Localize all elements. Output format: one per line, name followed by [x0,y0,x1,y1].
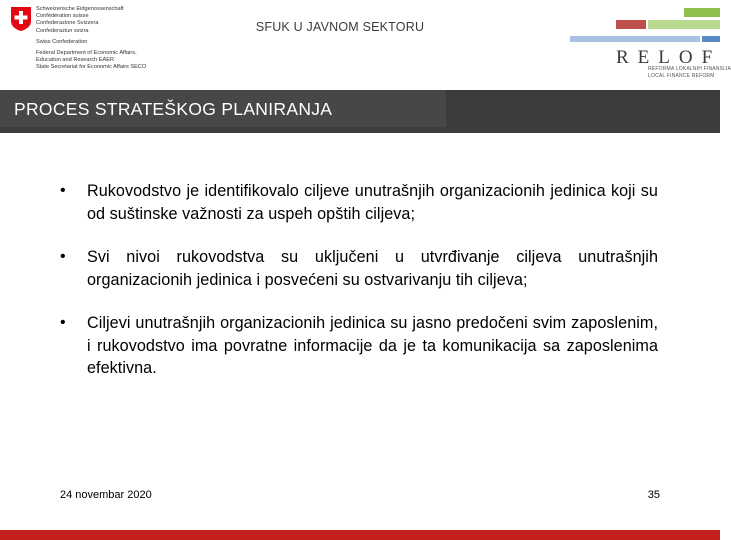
relof-logo [560,6,731,82]
bullet-item [60,312,658,380]
swiss-logo-line: Schweizerische Eidgenossenschaft [36,6,124,12]
swiss-logo-text [36,6,156,72]
bullet-item [60,246,658,291]
footer-date: 24 novembar 2020 [60,489,152,501]
swiss-logo-line: Confederazione Svizzera [36,20,99,27]
relof-subtitle-line: REFORMA LOKALNIH FINANSIJA [648,66,731,72]
bullet-marker: • [60,248,66,265]
relof-subtitle [648,66,731,79]
relof-bar-green [684,8,720,17]
swiss-confederation-logo [10,6,150,86]
relof-bar-red [616,20,646,29]
bullet-text: Rukovodstvo je identifikovalo ciljeve unutrašnjih organizacionih jedinica koji su od suštinske važnosti za uspeh opštih ciljeva; [87,182,658,223]
slide-page-number: 35 [647,489,660,501]
bullet-text: Svi nivoi rukovodstva su uključeni u utvrđivanje ciljeva unutrašnjih organizacionih jedinica i posvećeni su ostvarivanju tih ciljeva; [87,248,658,289]
swiss-flag-icon [10,6,32,32]
bullet-text: Ciljevi unutrašnjih organizacionih jedinica su jasno predočeni svim zaposlenim, i rukovodstvo ima povratne informacije da je ta komunikacija sa zaposlenima efektivna. [87,314,658,377]
relof-bar-blue-dark [702,36,720,42]
relof-bar-blue [570,36,700,42]
bullet-item [60,180,658,225]
swiss-logo-line: Confederaziun svizra [36,27,89,34]
relof-bar-green-light [648,20,720,29]
title-band [0,90,720,133]
bullet-marker: • [60,314,66,331]
swiss-logo-line: Confédération suisse [36,13,89,20]
relof-subtitle-line: LOCAL FINANCE REFORM [648,72,715,79]
bullet-marker: • [60,182,66,199]
bottom-accent-bar [0,530,720,540]
swiss-logo-line: Federal Department of Economic Affairs, [36,50,137,57]
bullet-list [60,180,658,401]
slide-title: PROCES STRATEŠKOG PLANIRANJA [14,99,333,119]
swiss-logo-line: Education and Research EAER [36,57,115,64]
relof-wordmark: RELOF [616,47,722,68]
header-title: SFUK U JAVNOM SEKTORU [255,20,425,34]
swiss-logo-line: Swiss Confederation [36,38,88,45]
swiss-logo-line: State Secretariat for Economic Affairs SECO [36,64,147,71]
